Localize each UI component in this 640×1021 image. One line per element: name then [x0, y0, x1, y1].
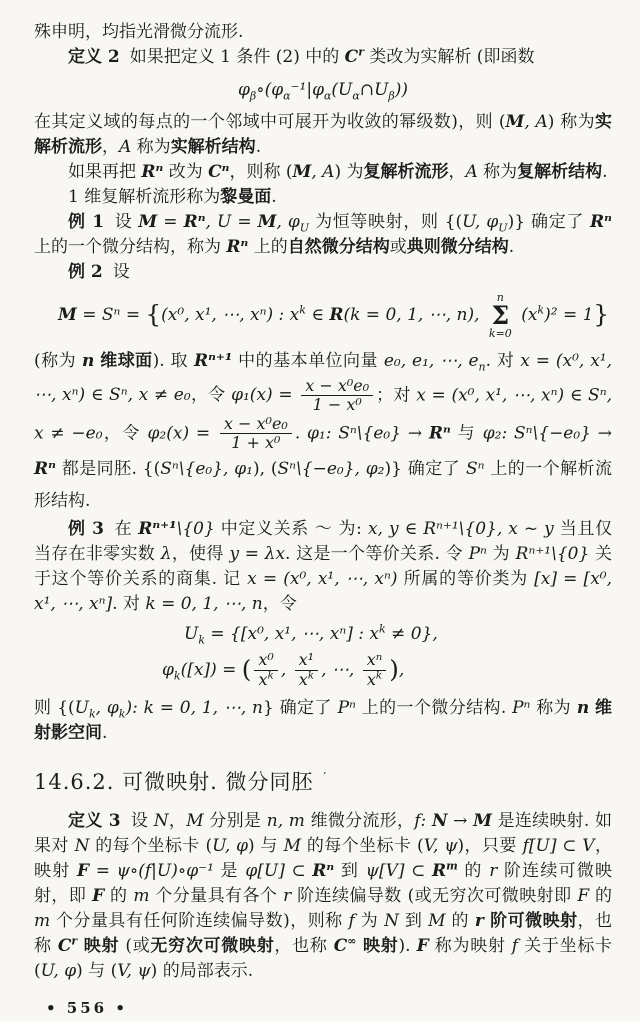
paragraph-example-3: 例 3 在 Rⁿ⁺¹\{0} 中定义关系 ～ 为: x, y ∈ Rⁿ⁺¹\{0}, x ~ y 当且仅当存在非零实数 λ，使得 y = λx. 这是一个等价关系. 令 Pⁿ 为 Rⁿ⁺¹\{0} 关于这个等价关系的商集. 记 x = (x⁰, x¹, ⋯, xⁿ) 所属的等价类为 [x] = [x⁰, x¹, ⋯, xⁿ]. 对 k = 0, 1, ⋯, n，令 — [34, 518, 613, 614]
sigma-icon: Σ — [491, 301, 510, 330]
denominator: 1 − x⁰ — [312, 395, 362, 415]
sphere-text-2: ；对 x = (x⁰, x¹, ⋯, xⁿ) ∈ Sⁿ, x ≠ −e₀，令 φ₂(x) = — [34, 385, 612, 444]
fraction-xn-xk — [363, 651, 387, 689]
paragraph-projective-space: 则 {($U_k$, $\varphi_k$): k = 0, 1, ⋯, n} 确定了 Pⁿ 上的一个微分结构. Pⁿ 称为 n 维射影空间. — [34, 697, 613, 743]
numerator: x⁰ — [254, 651, 277, 670]
sum-upper-limit: n — [496, 291, 504, 304]
denominator: 1 + x⁰ — [231, 433, 281, 453]
fraction-phi1 — [301, 377, 373, 415]
numerator: xⁿ — [363, 651, 387, 670]
paragraph-example-2: 例 2 设 — [68, 262, 130, 282]
page-number: • 556 • — [46, 998, 128, 1017]
scan-artifact-tick: ′ — [323, 769, 328, 784]
phik-pre: $\varphi_k([x])$ = ( — [162, 654, 252, 684]
section-heading-text: 14.6.2. 可微映射. 微分同胚 — [34, 769, 314, 794]
formula-transition-map: $\varphi_\beta\circ(\varphi_\alpha^{-1}|\varphi_\alpha(U_\alpha\cap U_\beta))$ — [237, 80, 409, 103]
formula-sphere-pre: M = Sⁿ = {(x⁰, x¹, ⋯, xⁿ) : $x^k$ ∈ R(k = 0, 1, ⋯, n), — [58, 299, 485, 329]
denominator: $x^k$ — [258, 669, 274, 689]
paragraph-real-analytic: 在其定义域的每点的一个邻域中可展开为收敛的幂级数)，则 (M, A) 称为实解析流形，A 称为实解析结构. — [34, 112, 612, 157]
paragraph-riemann-surface: 1 维复解析流形称为黎曼面. — [68, 187, 277, 207]
denominator: $x^k$ — [366, 669, 382, 689]
section-heading — [34, 762, 612, 797]
sum-lower-limit: k=0 — [488, 327, 512, 340]
fraction-phi2 — [220, 415, 292, 453]
numerator: x¹ — [295, 651, 318, 670]
summation — [489, 292, 512, 339]
formula-chart-map-phik — [34, 650, 612, 690]
separator: , — [280, 659, 292, 680]
sphere-text-1: (称为 n 维球面). 取 Rⁿ⁺¹ 中的基本单位向量 e₀, e₁, ⋯, $e_n$. 对 x = (x⁰, x¹, ⋯, xⁿ) ∈ Sⁿ, x ≠ e₀，令 φ₁(x) = — [34, 351, 613, 406]
formula-sphere-post: $(x^k)^2 = 1$} — [515, 299, 610, 329]
phik-post: ), — [389, 654, 405, 684]
paragraph-continuation: 殊申明，均指光滑微分流形. — [34, 22, 244, 42]
denominator: $x^k$ — [298, 669, 314, 689]
paragraph-complex-analytic: 如果再把 Rⁿ 改为 Cⁿ，则称 (M, A) 为复解析流形，A 称为复解析结构. — [68, 162, 608, 182]
separator: , ⋯, — [321, 659, 360, 680]
paragraph-sphere-charts — [34, 345, 612, 517]
numerator: x − x⁰e₀ — [301, 377, 373, 396]
formula-sphere-definition — [34, 292, 612, 339]
paragraph-definition-2: 定义 2 如果把定义 1 条件 (2) 中的 $C^r$ 类改为实解析 (即函数 — [68, 45, 535, 67]
formula-chart-domain-Uk: $U_k = \{[x^0$, x¹, ⋯, xⁿ] : $x^k \ne 0$}, — [184, 621, 438, 646]
paragraph-definition-3: 定义 3 设 N，M 分别是 n, m 维微分流形，f: N → M 是连续映射. 如果对 N 的每个坐标卡 (U, φ) 与 M 的每个坐标卡 (V, ψ)，只要 f[U] ⊂ V，映射 F = ψ∘(f|U)∘φ⁻¹ 是 φ[U] ⊂ Rⁿ 到 ψ[V] ⊂ $R^m$ 的 r 阶连续可微映射，即 F 的 m 个分量具有各个 r 阶连续偏导数 (或无穷次可微映射即 F 的 m 个分量具有任何阶连续偏导数)，则称 f 为 N 到 M 的 r 阶可微映射，也称 $C^r$ 映射 (或无穷次可微映射，也称 C∞ 映射). F 称为映射 f 关于坐标卡 (U, φ) 与 (V, ψ) 的局部表示. — [34, 810, 613, 981]
fraction-x0-xk — [254, 651, 277, 689]
sphere-text-3: . φ₁: Sⁿ\{e₀} → Rⁿ 与 φ₂: Sⁿ\{−e₀} → Rⁿ 都是同胚. {(Sⁿ\{e₀}, φ₁), (Sⁿ\{−e₀}, φ₂)} 确定了 Sⁿ 上的一个解析流形结构. — [34, 423, 613, 511]
fraction-x1-xk — [295, 651, 318, 689]
numerator: x − x⁰e₀ — [220, 415, 292, 434]
paragraph-example-1: 例 1 设 M = Rⁿ, U = M, $\varphi_U$ 为恒等映射，则 {(U, $\varphi_U$)} 确定了 Rⁿ 上的一个微分结构，称为 Rⁿ 上的自然微分结构或典则微分结构. — [34, 212, 612, 257]
